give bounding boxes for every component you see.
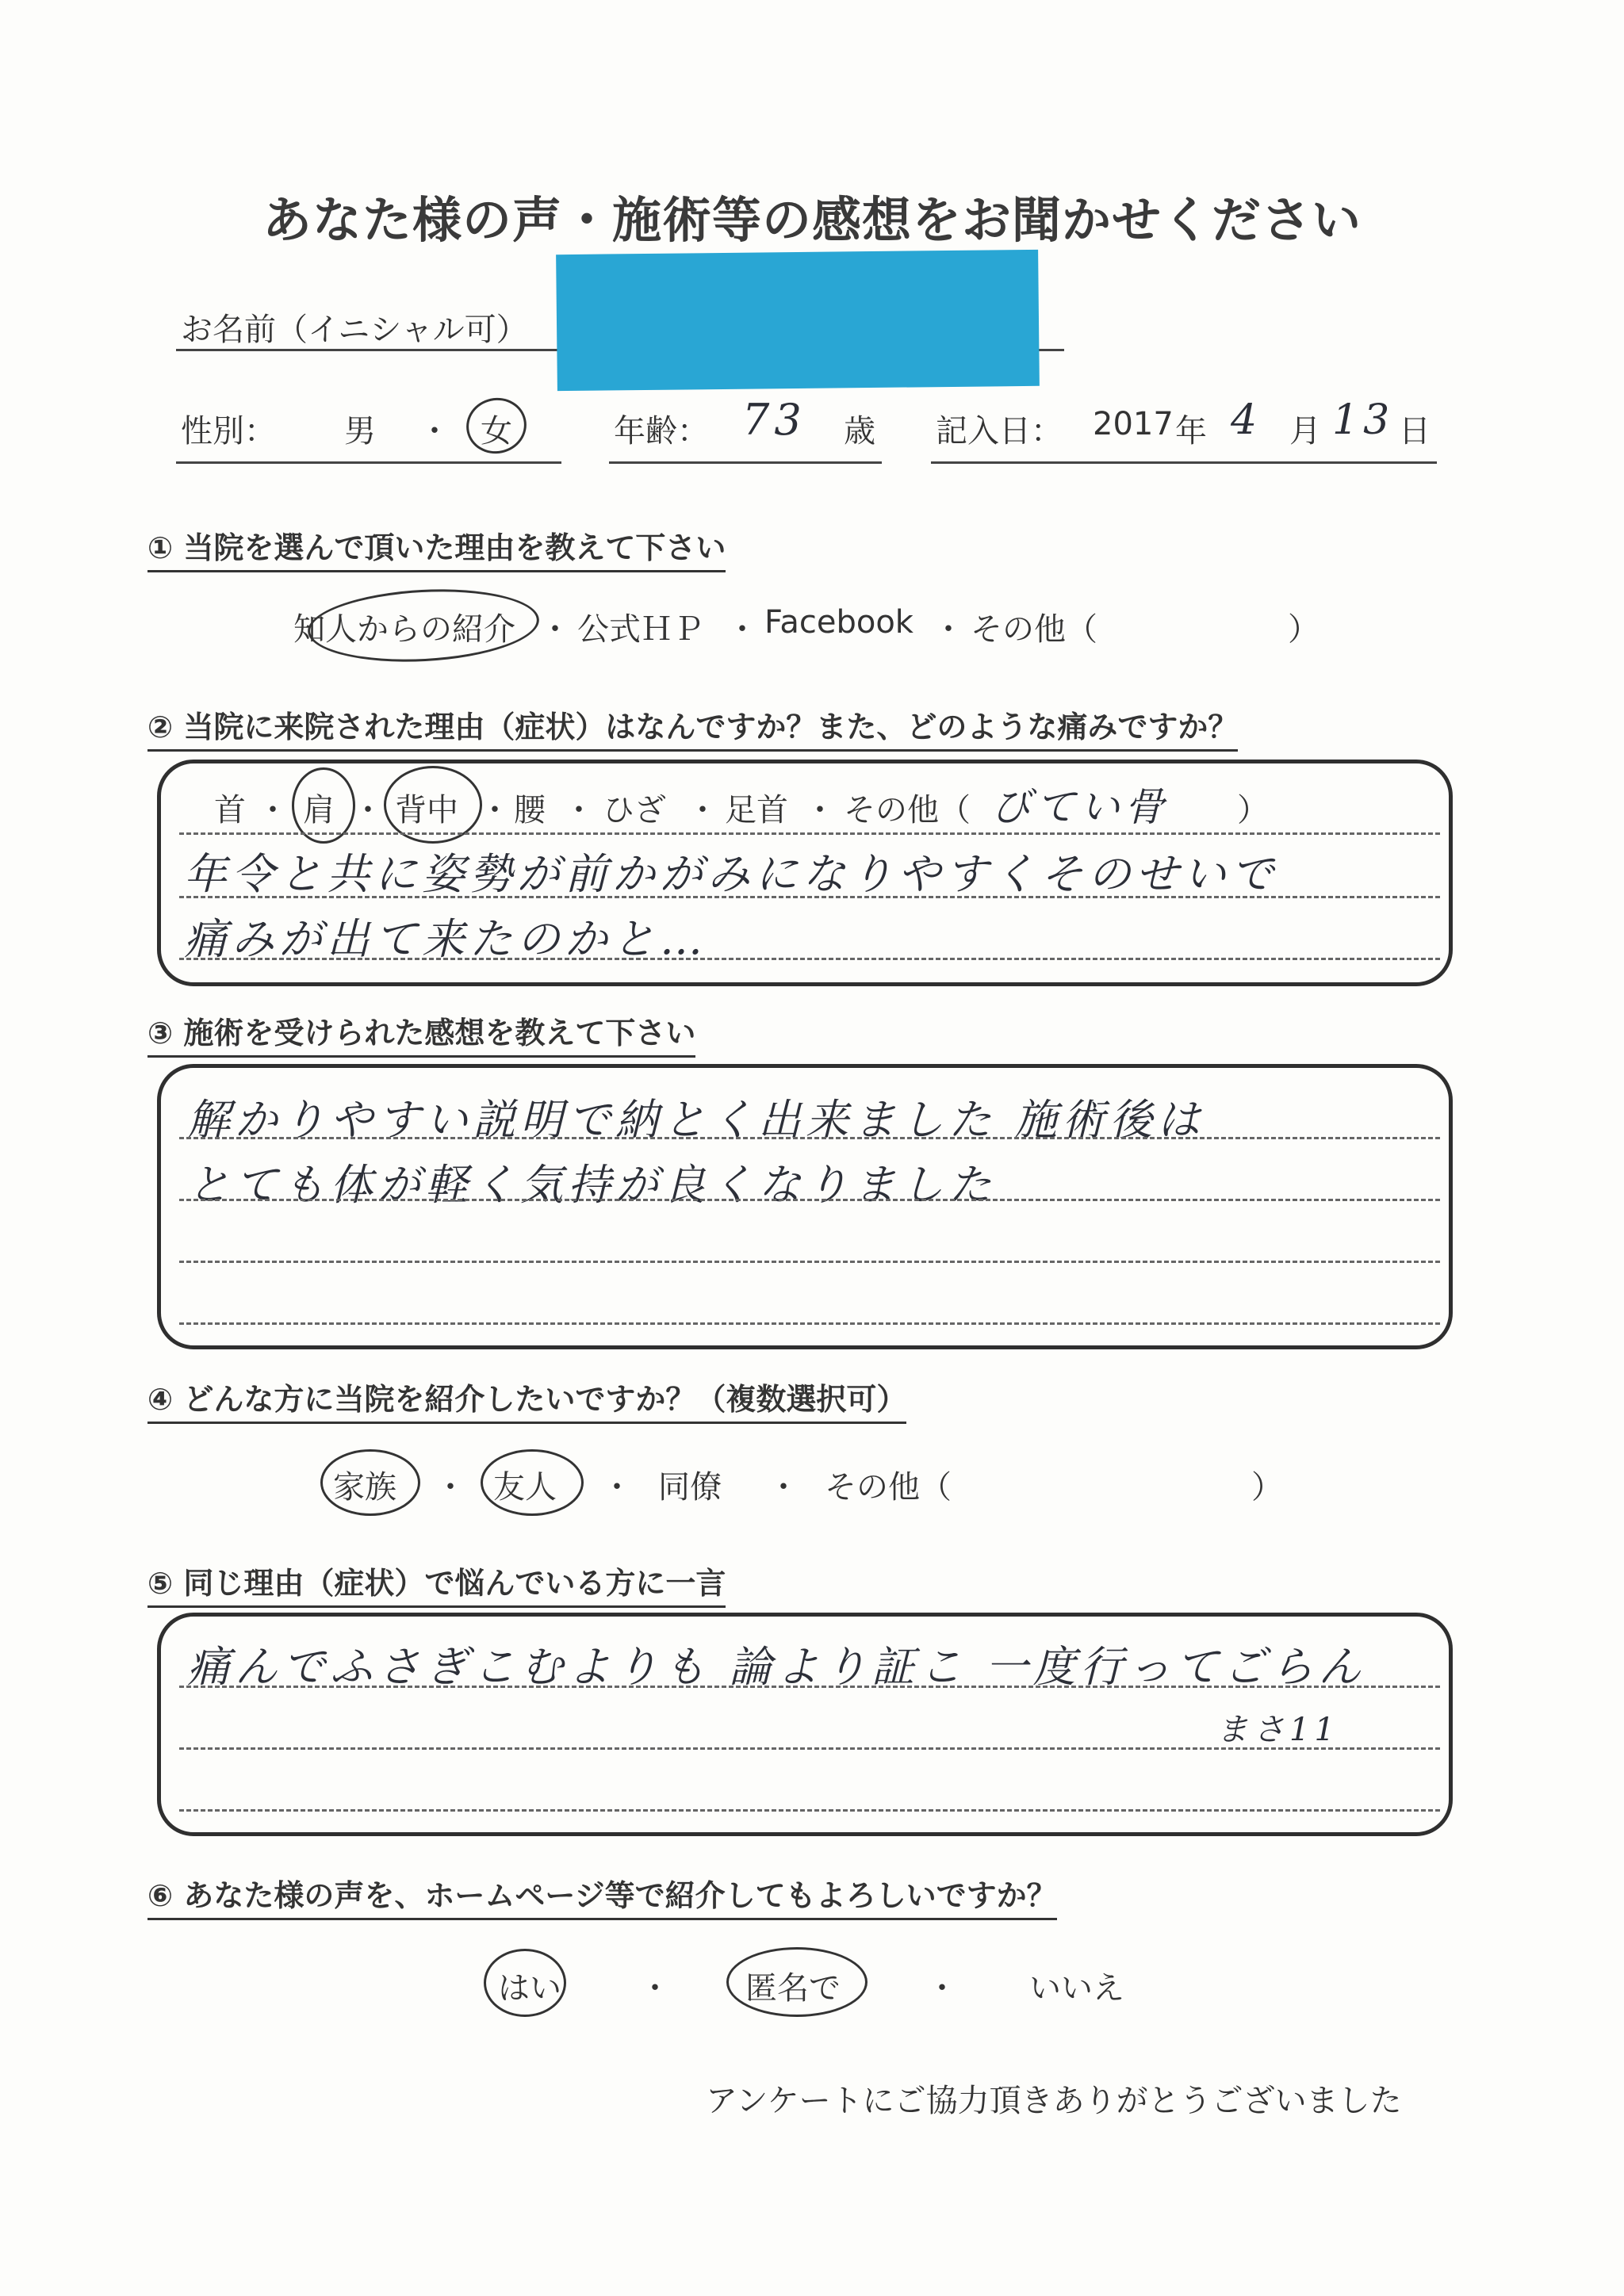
q6-option-yes: はい [498, 1970, 561, 2007]
q5-line-1 [179, 1686, 1440, 1688]
q3-line-2 [179, 1199, 1440, 1201]
q4-option-coworker: 同僚 [658, 1469, 722, 1506]
q2-option-neck: 首 [214, 792, 246, 828]
q2-answer-line-1: 年令と共に姿勢が前かがみになりやすくそのせいで [184, 849, 1278, 899]
gender-male: 男 [344, 413, 376, 450]
q5-signature: まさ11 [1216, 1712, 1339, 1748]
q5-line-3 [179, 1809, 1440, 1812]
q2-answer-line-2: 痛みが出て来たのかと… [184, 914, 707, 964]
q2-other-close: ） [1237, 792, 1269, 828]
footer-thanks: アンケートにご協力頂きありがとうございました [706, 2083, 1402, 2119]
q4-option-friend: 友人 [493, 1469, 557, 1506]
q4-dot-1: ・ [435, 1469, 466, 1506]
date-label: 記入日： [936, 413, 1063, 450]
age-underline [609, 461, 882, 464]
q4-option-family: 家族 [333, 1469, 396, 1506]
q3-heading: ③ 施術を受けられた感想を教えて下さい [147, 1008, 695, 1058]
q1-option-facebook: Facebook [764, 604, 914, 641]
q2-dot-4: ・ [563, 792, 595, 828]
q4-other-close: ） [1251, 1469, 1283, 1506]
q2-option-waist: 腰 [514, 792, 546, 828]
q4-family-circle [320, 1449, 420, 1516]
date-year-unit: 年 [1175, 413, 1207, 450]
q4-friend-circle [481, 1449, 584, 1516]
q6-option-no: いいえ [1029, 1970, 1124, 2007]
q5-heading: ⑤ 同じ理由（症状）で悩んでいる方に一言 [147, 1559, 726, 1608]
q1-referral-circle [306, 584, 541, 667]
q3-line-4 [179, 1322, 1440, 1325]
q2-dot-2: ・ [352, 792, 384, 828]
age-label: 年齢： [614, 413, 709, 450]
name-label: お名前（イニシャル可） [181, 312, 528, 348]
q1-dot-2: ・ [726, 611, 758, 648]
q3-line-3 [179, 1261, 1440, 1263]
date-day-unit: 日 [1399, 413, 1431, 450]
q1-option-website: 公式ＨＰ [577, 611, 704, 648]
page-title: あなた様の声・施術等の感想をお聞かせください [262, 191, 1362, 249]
q5-answer-line-1: 痛んでふさぎこむよりも 論より証こ 一度行ってごらん [187, 1642, 1366, 1692]
q2-line-1 [179, 832, 1440, 835]
q2-dot-3: ・ [479, 792, 511, 828]
q2-option-ankle: 足首 [725, 792, 788, 828]
date-month-unit: 月 [1289, 413, 1321, 450]
q6-heading: ⑥ あなた様の声を、ホームページ等で紹介してもよろしいですか？ [147, 1871, 1057, 1920]
name-redaction [556, 250, 1040, 391]
q6-dot-1: ・ [639, 1970, 671, 2007]
q2-option-shoulder: 肩 [303, 792, 335, 828]
date-day: 13 [1332, 396, 1395, 444]
gender-female: 女 [481, 413, 512, 450]
age-value: 73 [742, 395, 806, 445]
q6-anonymous-circle [726, 1947, 868, 2017]
q2-heading: ② 当院に来院された理由（症状）はなんですか？また、どのような痛みですか？ [147, 702, 1238, 752]
q3-answer-line-2: とても体が軽く気持が良くなりました [187, 1160, 996, 1210]
q2-option-knee: ひざ [603, 792, 666, 828]
q2-other-text: びてい骨 [991, 784, 1169, 830]
q2-option-back: 背中 [395, 792, 458, 828]
q4-heading: ④ どんな方に当院を紹介したいですか？（複数選択可） [147, 1375, 906, 1424]
q6-option-anonymous: 匿名で [745, 1970, 841, 2007]
q1-heading: ① 当院を選んで頂いた理由を教えて下さい [147, 523, 726, 572]
q6-yes-circle [484, 1949, 566, 2017]
gender-label: 性別： [181, 413, 276, 450]
q3-line-1 [179, 1137, 1440, 1139]
gender-underline [176, 461, 561, 464]
age-unit: 歳 [844, 413, 875, 450]
q1-other-close: ） [1288, 611, 1320, 648]
q2-option-other: その他（ [844, 792, 971, 828]
q2-line-2 [179, 896, 1440, 898]
date-year: 2017 [1093, 406, 1174, 442]
q1-option-other: その他（ [971, 611, 1097, 648]
q2-dot-6: ・ [804, 792, 836, 828]
q1-dot-1: ・ [539, 611, 571, 648]
gender-female-circle [462, 392, 532, 459]
q2-dot-1: ・ [257, 792, 289, 828]
date-underline [931, 461, 1437, 464]
q2-dot-5: ・ [687, 792, 718, 828]
gender-dot: ・ [419, 413, 450, 450]
q4-dot-2: ・ [601, 1469, 633, 1506]
q2-line-3 [179, 958, 1440, 960]
q3-answer-line-1: 解かりやすい説明で納とく出来ました 施術後は [187, 1095, 1205, 1145]
q4-option-other: その他（ [825, 1469, 952, 1506]
q1-option-referral: 知人からの紹介 [293, 611, 515, 648]
q1-dot-3: ・ [933, 611, 964, 648]
q4-dot-3: ・ [768, 1469, 799, 1506]
q6-dot-2: ・ [926, 1970, 958, 2007]
q5-line-2 [179, 1747, 1440, 1750]
date-month: 4 [1231, 396, 1262, 444]
